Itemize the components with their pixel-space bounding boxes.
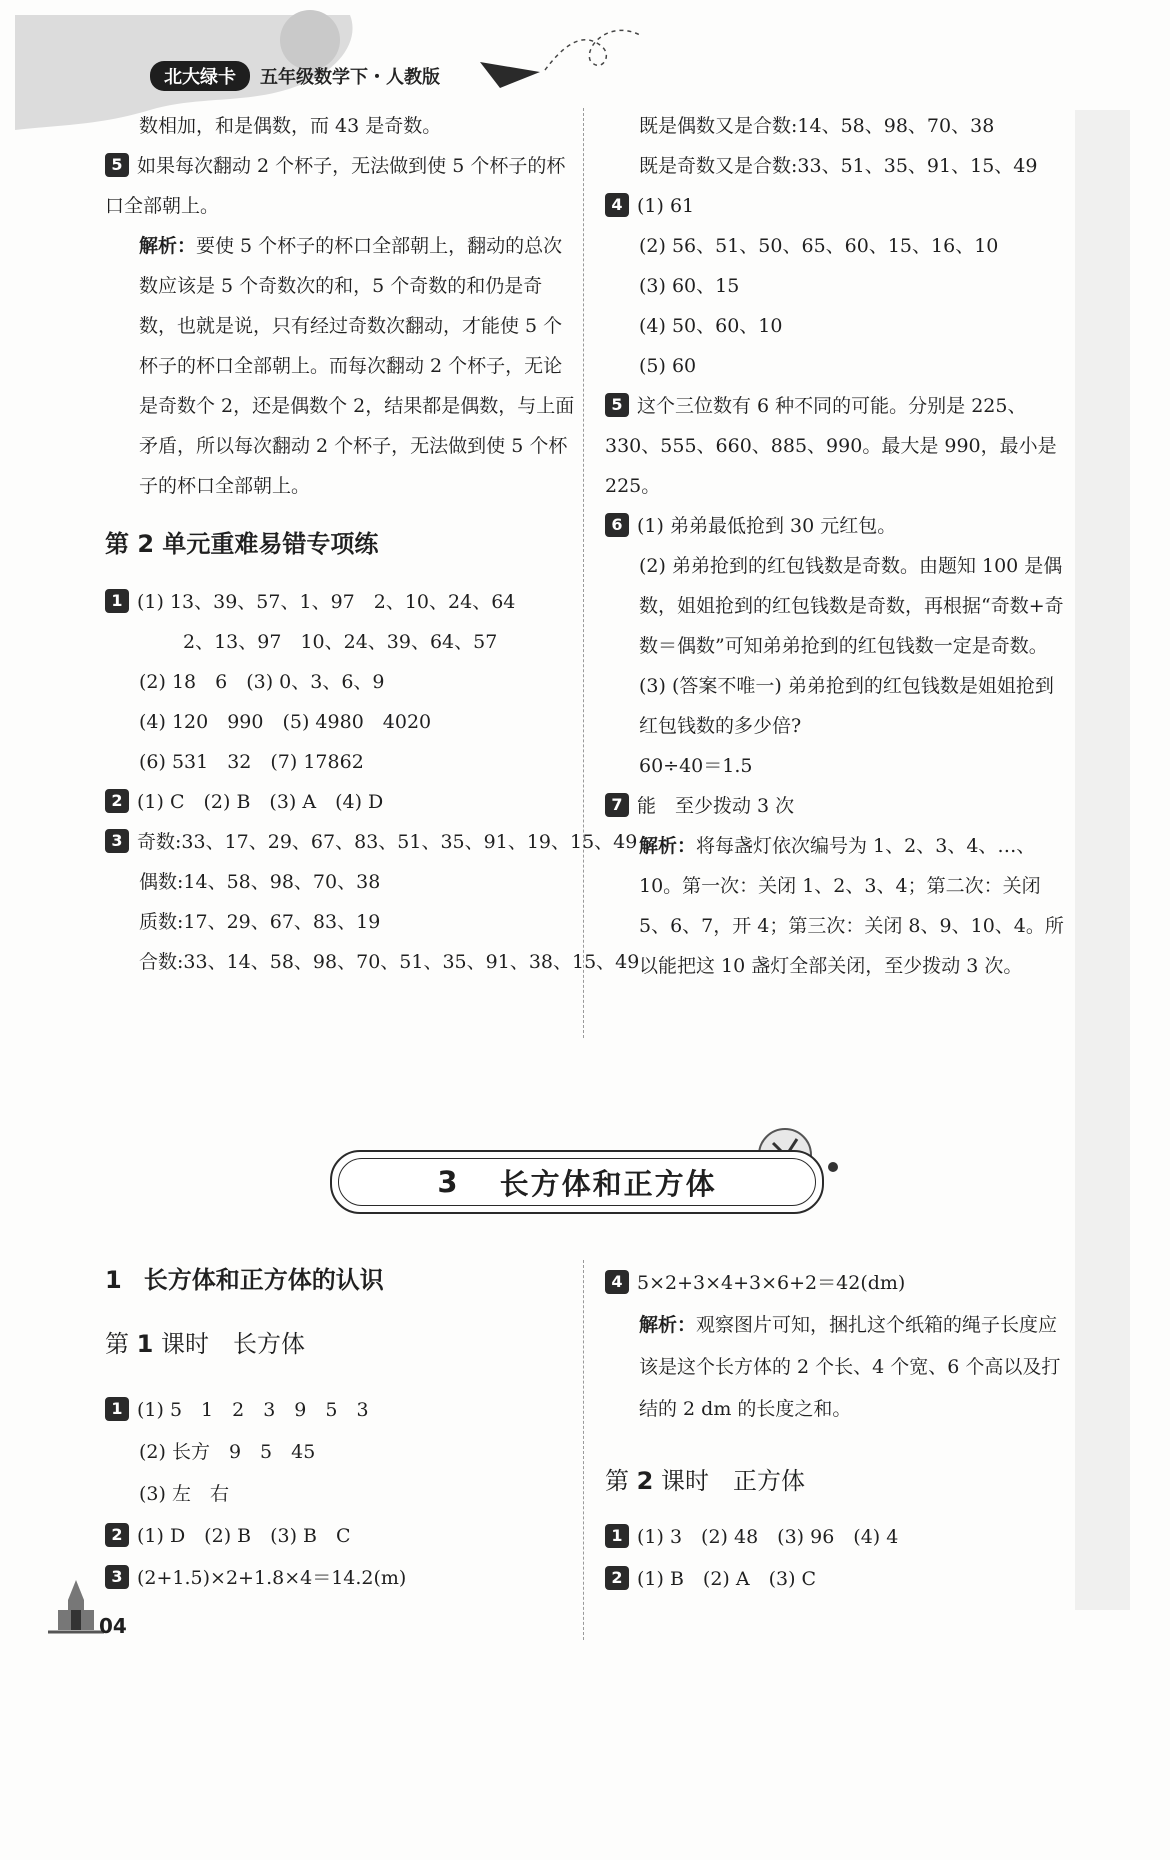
column-divider-bottom [583,1260,584,1640]
answer-line: 2、13、97 10、24、39、64、57 [183,631,498,653]
answer-line: (3) 60、15 [639,275,740,297]
answer-line: (4) 50、60、10 [639,315,783,337]
answer-text: (2+1.5)×2+1.8×4＝14.2(m) [137,1567,407,1589]
analysis-text: 观察图片可知，捆扎这个纸箱的绳子长度应该是这个长方体的 2 个长、4 个宽、6 个高以及打结的 2 dm 的长度之和。 [639,1314,1061,1420]
answer-text: 奇数:33、17、29、67、83、51、35、91、19、15、49 [137,831,638,853]
analysis-block [605,1304,1065,1430]
question-number-badge: 2 [605,1566,629,1590]
lesson-num: 1 [136,1330,154,1358]
right-edge-shadow [1075,110,1130,1610]
castle-icon [48,1580,104,1632]
answer-item [105,1515,575,1557]
answer-line: 合数:33、14、58、98、70、51、35、91、38、15、49 [139,951,640,973]
question-number-badge: 2 [105,789,129,813]
question-number-badge: 2 [105,1523,129,1547]
answer-text: 如果每次翻动 2 个杯子，无法做到使 5 个杯子的杯口全部朝上。 [105,155,566,217]
unit-heading-text: 长方体和正方体的认识 [143,1266,384,1294]
question-number-badge: 4 [605,193,629,217]
section-title [105,520,575,568]
question-number-badge: 1 [605,1524,629,1548]
answer-text: (1) D (2) B (3) B C [137,1525,351,1547]
analysis-block [105,226,575,506]
question-number-badge: 5 [605,393,629,417]
answer-line: 数相加，和是偶数，而 43 是奇数。 [139,115,442,137]
answer-text: (1) 13、39、57、1、97 2、10、24、64 [137,591,516,613]
answer-item [105,1389,575,1431]
book-title: 五年级数学下・人教版 [260,67,440,88]
answer-line: (2) 56、51、50、65、60、15、16、10 [639,235,999,257]
answer-text: (1) 3 (2) 48 (3) 96 (4) 4 [637,1526,899,1548]
question-number-badge: 4 [605,1270,629,1294]
section-title-prefix: 第 [105,530,138,558]
answer-text: (1) 弟弟最低抢到 30 元红包。 [637,515,897,537]
answer-text: (1) 5 1 2 3 9 5 3 [137,1399,369,1421]
column-divider-top [583,108,584,1038]
answer-line: 偶数:14、58、98、70、38 [139,871,381,893]
answer-line: (2) 18 6 (3) 0、3、6、9 [139,671,385,693]
answer-item [605,186,1065,226]
answer-text: 5×2+3×4+3×6+2＝42(dm) [637,1272,906,1294]
lesson-prefix: 第 [105,1330,137,1358]
answer-line: 质数:17、29、67、83、19 [139,911,381,933]
answer-text: 能 至少拨动 3 次 [637,795,795,817]
lesson-suffix: 课时 长方体 [153,1330,305,1358]
lesson-title [105,1319,575,1369]
top-right-column [605,106,1065,986]
answer-item [605,1558,1065,1600]
lesson-suffix: 课时 正方体 [653,1467,805,1495]
section-title-suffix: 单元重难易错专项练 [154,530,379,558]
answer-item [605,386,1065,506]
answer-line: (3) (答案不唯一) 弟弟抢到的红包钱数是姐姐抢到红包钱数的多少倍? [639,675,1054,737]
answer-item [105,582,575,622]
question-number-badge: 1 [105,1397,129,1421]
unit-heading-num: 1 [105,1266,122,1294]
lesson-num: 2 [636,1467,654,1495]
answer-item [605,1262,1065,1304]
answer-line: (2) 弟弟抢到的红包钱数是奇数。由题知 100 是偶数，姐姐抢到的红包钱数是奇数，再根据“奇数+奇数＝偶数”可知弟弟抢到的红包钱数一定是奇数。 [639,555,1064,657]
dashed-flight-path [545,30,640,70]
page-number: 04 [99,1614,127,1638]
answer-line: (5) 60 [639,355,697,377]
analysis-text: 将每盏灯依次编号为 1、2、3、4、…、10。第一次：关闭 1、2、3、4；第二次：关闭 5、6、7，开 4；第三次：关闭 8、9、10、4。所以能把这 10 盏灯全部关闭，至少拨动 3 次。 [639,835,1064,977]
analysis-label: 解析： [139,235,197,257]
question-number-badge: 1 [105,589,129,613]
unit-heading [105,1255,575,1305]
analysis-label: 解析： [639,835,697,857]
question-number-badge: 7 [605,793,629,817]
answer-item [105,782,575,822]
answer-text: 这个三位数有 6 种不同的可能。分别是 225、330、555、660、885、990。最大是 990，最小是 225。 [605,395,1057,497]
brand-pill: 北大绿卡 [150,61,250,91]
answer-line: 60÷40＝1.5 [639,755,753,777]
analysis-label: 解析： [639,1314,697,1336]
bottom-right-column [605,1262,1065,1600]
answer-text: (1) 61 [637,195,695,217]
answer-line: (3) 左 右 [139,1483,229,1505]
question-number-badge: 3 [105,829,129,853]
top-left-column [105,106,640,982]
answer-item [605,786,1065,826]
section-title-num: 2 [137,530,155,558]
question-number-badge: 3 [105,1565,129,1589]
page-header [150,60,440,92]
answer-text: (1) C (2) B (3) A (4) D [137,791,384,813]
bottom-left-column [105,1255,575,1599]
analysis-text: 要使 5 个杯子的杯口全部朝上，翻动的总次数应该是 5 个奇数次的和，5 个奇数的和仍是奇数，也就是说，只有经过奇数次翻动，才能使 5 个杯子的杯口全部朝上。而每次翻动 2 个杯子，无论是奇数个 2，还是偶数个 2，结果都是偶数，与上面矛盾，所以每次翻动 2 个杯子，无法做到使 5 个杯子的杯口全部朝上。 [139,235,575,497]
answer-item [605,506,1065,546]
answer-line: (6) 531 32 (7) 17862 [139,751,364,773]
answer-line: (4) 120 990 (5) 4980 4020 [139,711,432,733]
paper-plane-icon [480,62,540,88]
analysis-block [605,826,1065,986]
chapter-title: 长方体和正方体 [499,1166,717,1201]
chapter-banner [330,1150,824,1214]
answer-item [105,146,575,226]
question-number-badge: 5 [105,153,129,177]
answer-line: (2) 长方 9 5 45 [139,1441,316,1463]
answer-line: 既是偶数又是合数:14、58、98、70、38 [639,115,995,137]
question-number-badge: 6 [605,513,629,537]
answer-text: (1) B (2) A (3) C [637,1568,817,1590]
answer-item [605,1516,1065,1558]
chapter-number: 3 [437,1165,460,1199]
answer-line: 既是奇数又是合数:33、51、35、91、15、49 [639,155,1038,177]
answer-item [105,822,638,862]
answer-item [105,1557,575,1599]
lesson-prefix: 第 [605,1467,637,1495]
lesson-title [605,1456,1065,1506]
